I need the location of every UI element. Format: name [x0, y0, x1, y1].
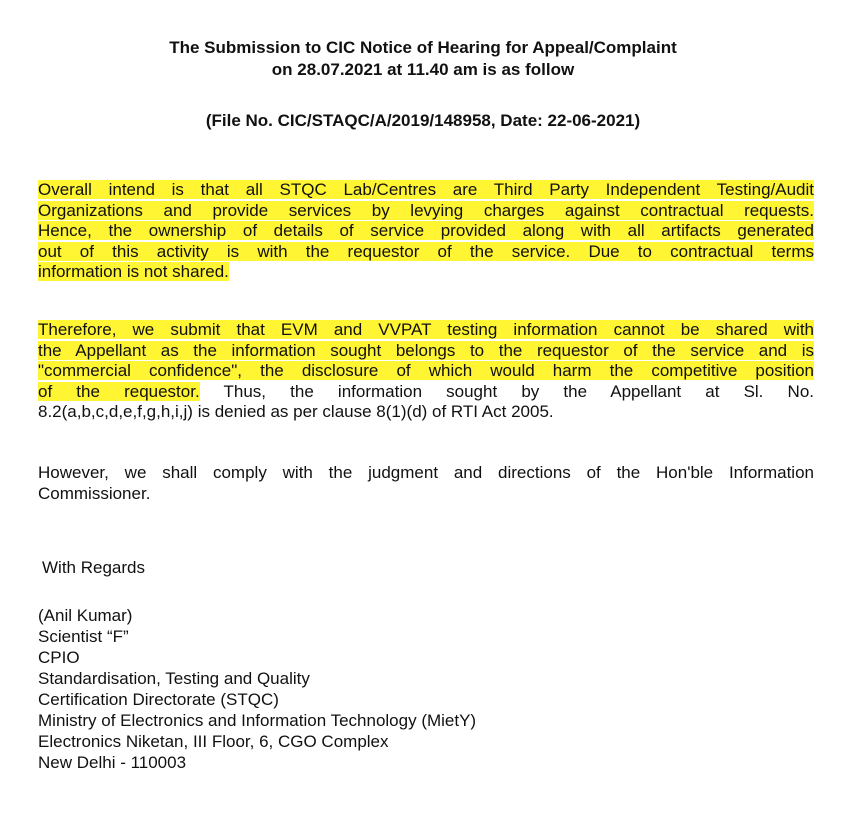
paragraph-line: [38, 201, 814, 222]
paragraph-compliance: [38, 463, 814, 504]
plain-text: 8.2(a,b,c,d,e,f,g,h,i,j) is denied as per clause 8(1)(d) of RTI Act 2005.: [38, 402, 554, 421]
highlighted-text: Therefore, we submit that EVM and VVPAT testing information cannot be shared with: [38, 320, 814, 339]
document-title-line2: on 28.07.2021 at 11.40 am is as follow: [271, 60, 575, 79]
plain-text: Thus, the information sought by the Appellant at Sl. No.: [199, 381, 814, 401]
highlighted-text: "commercial confidence", the disclosure of which would harm the competitive position: [38, 361, 814, 380]
paragraph-line: [38, 221, 814, 242]
signatory-designation: Scientist “F”: [38, 627, 129, 646]
paragraph-line: [38, 484, 814, 505]
paragraph-contractual-terms: [38, 180, 814, 283]
highlighted-text: information is not shared.: [38, 262, 229, 281]
signature-block: [38, 605, 476, 773]
paragraph-line: [38, 320, 814, 341]
paragraph-line: [38, 262, 814, 283]
paragraph-line: [38, 361, 814, 382]
highlighted-text: Overall intend is that all STQC Lab/Centres are Third Party Independent Testing/Audit: [38, 180, 814, 199]
address-line: Standardisation, Testing and Quality: [38, 669, 310, 688]
highlighted-text: Hence, the ownership of details of service provided along with all artifacts generated: [38, 221, 814, 240]
highlighted-text: of the requestor.: [38, 381, 200, 401]
address-line: Certification Directorate (STQC): [38, 690, 279, 709]
plain-text: Commissioner.: [38, 483, 151, 503]
file-reference: (File No. CIC/STAQC/A/2019/148958, Date: 22-06-2021): [205, 111, 641, 130]
paragraph-line: [38, 341, 814, 362]
paragraph-line: [38, 180, 814, 201]
address-line: Ministry of Electronics and Information Technology (MietY): [38, 711, 477, 730]
address-line: Electronics Niketan, III Floor, 6, CGO Complex: [38, 732, 389, 751]
plain-text: However, we shall comply with the judgment and directions of the Hon'ble Information: [38, 463, 814, 482]
closing-regards: With Regards: [42, 558, 145, 577]
paragraph-line: [38, 463, 814, 484]
paragraph-line: [38, 242, 814, 263]
address-line: New Delhi - 110003: [38, 753, 187, 772]
document-title-line1: The Submission to CIC Notice of Hearing for Appeal/Complaint: [169, 38, 677, 57]
paragraph-denial: [38, 320, 814, 423]
highlighted-text: the Appellant as the information sought belongs to the requestor of the service and is: [38, 340, 814, 360]
signatory-name: (Anil Kumar): [38, 606, 133, 625]
paragraph-line: [38, 382, 814, 403]
highlighted-text: out of this activity is with the requestor of the service. Due to contractual terms: [38, 241, 814, 261]
highlighted-text: Organizations and provide services by levying charges against contractual requests.: [38, 200, 814, 220]
paragraph-line: [38, 402, 814, 423]
signatory-role: CPIO: [38, 648, 80, 667]
